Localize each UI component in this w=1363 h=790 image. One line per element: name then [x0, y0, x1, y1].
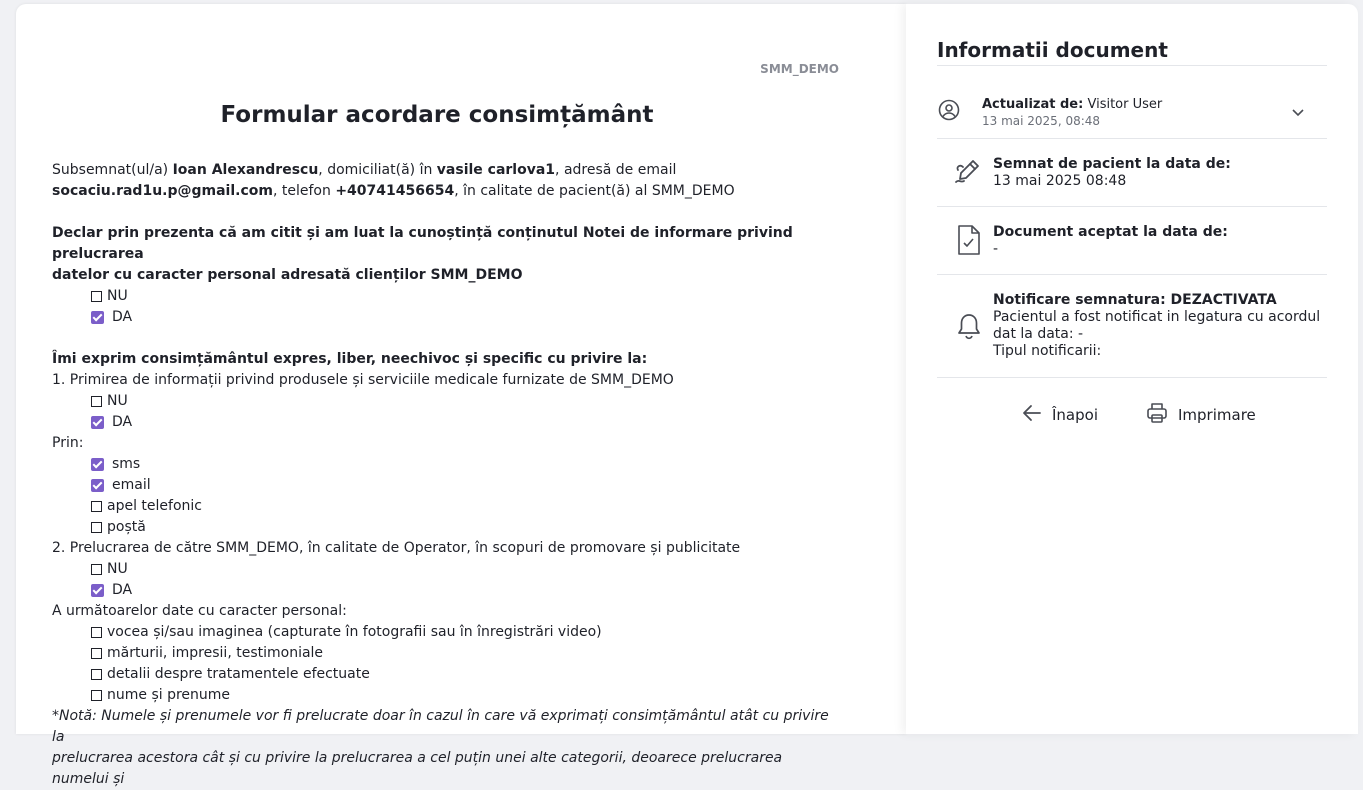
checkbox-option[interactable] [52, 307, 832, 328]
note-line-1: *Notă: Numele și prenumele vor fi prelucrate doar în cazul în care vă exprimați consimțământul atât cu privire la [52, 708, 829, 745]
divider [937, 65, 1327, 66]
signed-row [937, 154, 1327, 194]
checkbox-unchecked[interactable] [91, 648, 102, 659]
checkbox-label: NU [107, 288, 128, 304]
item1-options [52, 391, 832, 433]
checkbox-label: email [112, 477, 151, 493]
notification-line: dat la data: - [993, 326, 1084, 342]
item1-label: 1. Primirea de informații privind produsele și serviciile medicale furnizate de SMM_DEMO [52, 372, 674, 388]
accepted-label: Document aceptat la data de: [993, 224, 1228, 240]
intro-text: , în calitate de pacient(ă) al SMM_DEMO [454, 183, 735, 199]
checkbox-unchecked[interactable] [91, 564, 102, 575]
checkbox-option[interactable] [52, 517, 832, 538]
checkbox-label: detalii despre tratamentele efectuate [107, 666, 370, 682]
intro-text: , telefon [272, 183, 336, 199]
chevron-down-icon[interactable] [1291, 104, 1305, 123]
intro-line-1 [52, 160, 832, 181]
signed-text [993, 156, 1231, 190]
checkbox-option[interactable] [52, 685, 832, 706]
item1-via-label: Prin: [52, 435, 84, 451]
checkbox-option[interactable] [52, 412, 832, 433]
patient-email: socaciu.rad1u.p@gmail.com [52, 183, 273, 199]
action-bar [1022, 402, 1256, 428]
intro-text: , adresă de email [555, 162, 677, 178]
checkbox-label: apel telefonic [107, 498, 202, 514]
checkbox-label: sms [112, 456, 141, 472]
checkbox-unchecked[interactable] [91, 690, 102, 701]
declaration-options [52, 286, 832, 328]
notification-line: Pacientul a fost notificat in legatura cu acordul [993, 309, 1321, 325]
checkbox-checked[interactable] [91, 416, 104, 429]
checkbox-option[interactable] [52, 622, 832, 643]
checkbox-label: DA [112, 414, 133, 430]
print-label: Imprimare [1178, 406, 1256, 424]
document-panel [16, 4, 906, 787]
item2-data-label: A următoarelor date cu caracter personal: [52, 603, 347, 619]
declaration-line-2 [52, 265, 832, 286]
checkbox-unchecked[interactable] [91, 501, 102, 512]
checkbox-option[interactable] [52, 475, 832, 496]
document-body [52, 160, 832, 790]
checkbox-unchecked[interactable] [91, 291, 102, 302]
item2-label: 2. Prelucrarea de către SMM_DEMO, în calitate de Operator, în scopuri de promovare și publicitate [52, 540, 741, 556]
accepted-text [993, 224, 1228, 258]
consent-heading-text: Îmi exprim consimțământul expres, liber, neechivoc și specific cu privire la: [52, 351, 648, 367]
signed-value: 13 mai 2025 08:48 [993, 173, 1127, 189]
checkbox-option[interactable] [52, 496, 832, 517]
checkbox-checked[interactable] [91, 584, 104, 597]
accepted-row [937, 222, 1327, 262]
user-circle-icon [938, 99, 960, 125]
checkbox-unchecked[interactable] [91, 627, 102, 638]
item2-options [52, 559, 832, 601]
declaration-text: Declar prin prezenta că am citit și am luat la cunoștință conținutul Notei de informare privind prelucrarea [52, 225, 793, 262]
intro-text: , domiciliat(ă) în [318, 162, 437, 178]
info-sidebar [906, 4, 1358, 734]
consent-heading [52, 349, 832, 370]
back-button[interactable] [1022, 402, 1098, 428]
intro-line-2 [52, 181, 832, 202]
org-tag: SMM_DEMO [760, 62, 839, 76]
checkbox-option[interactable] [52, 559, 832, 580]
patient-phone: +40741456654 [335, 183, 455, 199]
item1-channels [52, 454, 832, 538]
checkbox-label: poștă [107, 519, 146, 535]
note-line-2: prelucrarea acestora cât și cu privire la prelucrarea a cel puțin unei alte categorii, deoarece prelucrarea numelui și [52, 750, 783, 787]
document-title: Formular acordare consimțământ [220, 102, 654, 128]
checkbox-option[interactable] [52, 391, 832, 412]
intro-text: Subsemnat(ul/a) [52, 162, 173, 178]
notification-row [937, 290, 1327, 370]
checkbox-label: mărturii, impresii, testimoniale [107, 645, 324, 661]
checkbox-checked[interactable] [91, 458, 104, 471]
print-button[interactable] [1146, 402, 1256, 428]
updated-by-row[interactable] [937, 94, 1327, 134]
notification-text [993, 292, 1320, 360]
checkbox-unchecked[interactable] [91, 522, 102, 533]
checkbox-label: vocea și/sau imaginea (capturate în fotografii sau în înregistrări video) [107, 624, 602, 640]
updated-by-text [982, 96, 1162, 130]
back-label: Înapoi [1052, 406, 1098, 424]
divider [937, 274, 1327, 275]
printer-icon [1146, 402, 1168, 428]
patient-address: vasile carlova1 [436, 162, 556, 178]
bell-icon [956, 312, 982, 344]
checkbox-unchecked[interactable] [91, 669, 102, 680]
patient-name: Ioan Alexandrescu [172, 162, 319, 178]
checkbox-label: NU [107, 561, 128, 577]
accepted-value: - [993, 241, 999, 257]
checkbox-option[interactable] [52, 286, 832, 307]
notification-status: Notificare semnatura: DEZACTIVATA [993, 292, 1277, 308]
checkbox-label: DA [112, 309, 133, 325]
arrow-left-icon [1022, 404, 1042, 426]
checkbox-option[interactable] [52, 454, 832, 475]
checkbox-option[interactable] [52, 580, 832, 601]
updated-by-value: Visitor User [1087, 97, 1163, 112]
sidebar-title: Informatii document [937, 38, 1168, 62]
notification-type: Tipul notificarii: [993, 343, 1102, 359]
divider [937, 206, 1327, 207]
checkbox-checked[interactable] [91, 479, 104, 492]
checkbox-unchecked[interactable] [91, 396, 102, 407]
signed-label: Semnat de pacient la data de: [993, 156, 1231, 172]
declaration-text: datelor cu caracter personal adresată clienților SMM_DEMO [52, 267, 523, 283]
checkbox-option[interactable] [52, 664, 832, 685]
updated-at: 13 mai 2025, 08:48 [982, 114, 1101, 128]
checkbox-checked[interactable] [91, 311, 104, 324]
signature-pen-icon [954, 158, 984, 190]
item2-data-types [52, 622, 832, 706]
divider [937, 377, 1327, 378]
updated-by-label: Actualizat de: [982, 97, 1084, 112]
divider [937, 138, 1327, 139]
document-check-icon [957, 224, 981, 260]
checkbox-label: DA [112, 582, 133, 598]
checkbox-option[interactable] [52, 643, 832, 664]
declaration-line-1 [52, 223, 832, 265]
checkbox-label: nume și prenume [107, 687, 231, 703]
checkbox-label: NU [107, 393, 128, 409]
